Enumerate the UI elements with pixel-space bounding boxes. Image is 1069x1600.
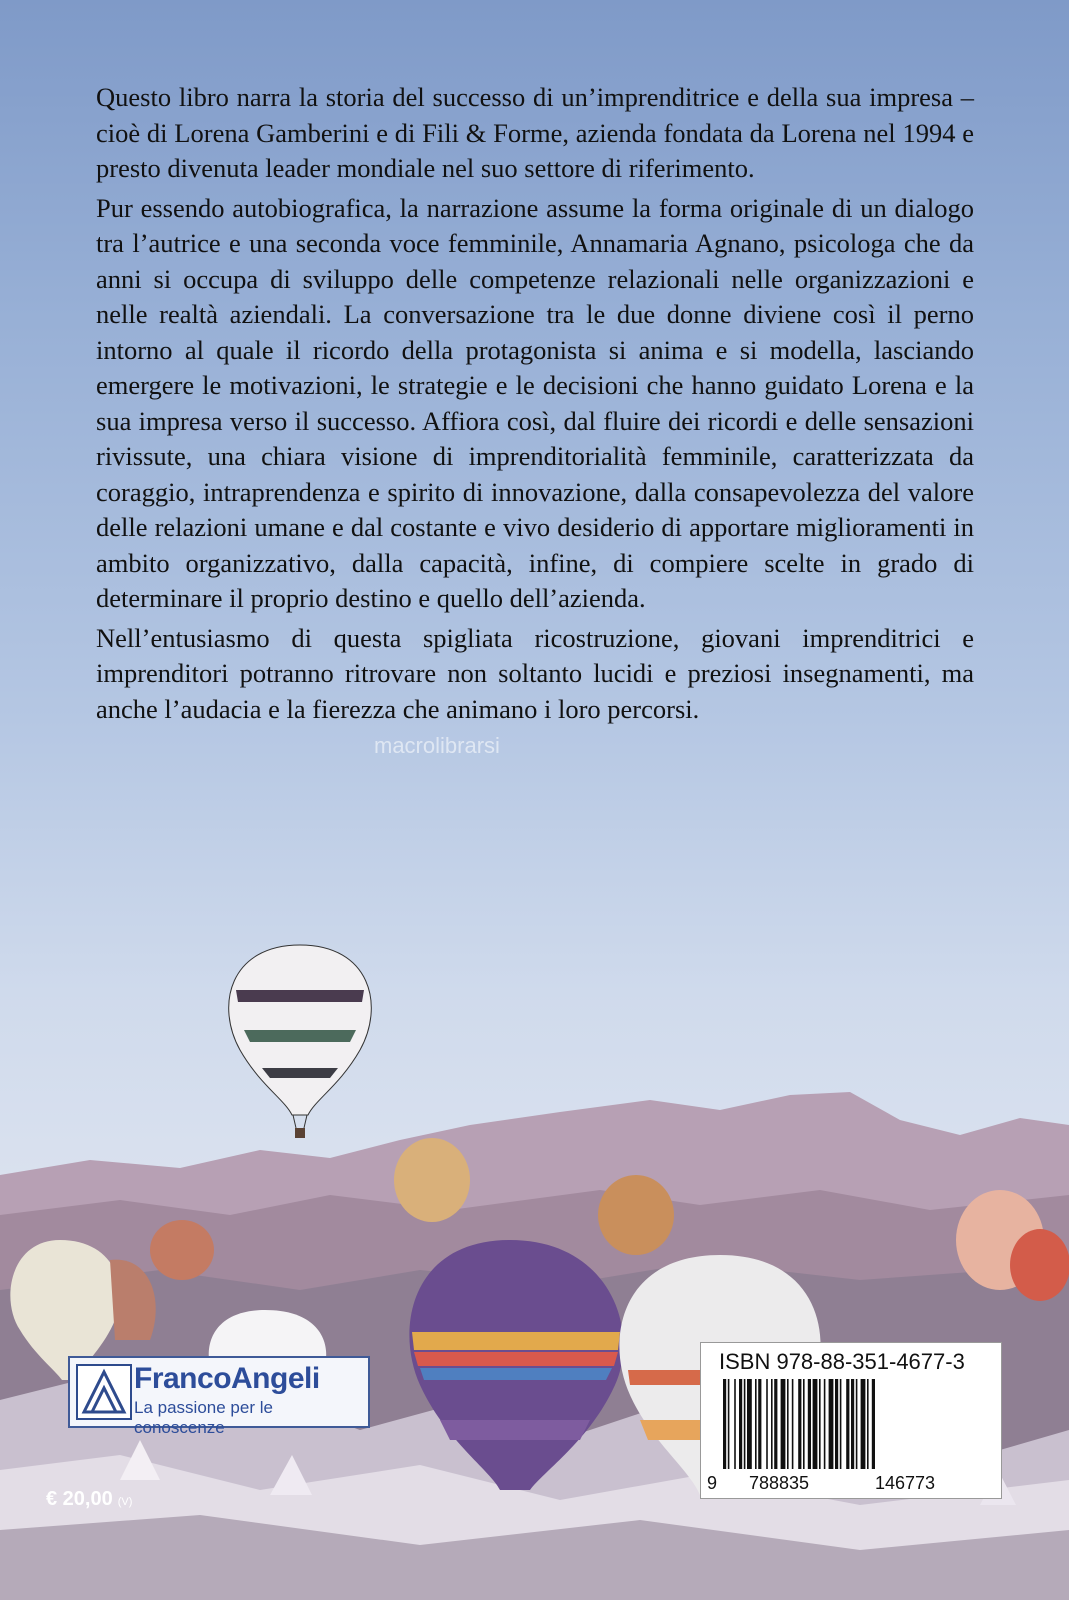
- barcode-bar: [758, 1379, 761, 1469]
- barcode-bar: [739, 1379, 742, 1469]
- barcode-bar: [808, 1379, 811, 1469]
- barcode-bar: [872, 1379, 875, 1469]
- barcode-bar: [856, 1379, 858, 1469]
- isbn-label: ISBN 978-88-351-4677-3: [719, 1349, 965, 1374]
- price-vat: (V): [117, 1496, 133, 1508]
- barcode-digits-right: 146773: [875, 1473, 936, 1493]
- barcode-digits-left: 788835: [749, 1473, 810, 1493]
- barcode-bar: [792, 1379, 794, 1469]
- barcode-bar: [824, 1379, 826, 1469]
- barcode-bar: [861, 1379, 866, 1469]
- barcode-bar: [851, 1379, 854, 1469]
- barcode-bar: [774, 1379, 777, 1469]
- barcode-image: [721, 1379, 981, 1471]
- barcode-bar: [781, 1379, 786, 1469]
- barcode-bar: [803, 1379, 805, 1469]
- publisher-tagline: La passione per le conoscenze: [134, 1398, 273, 1437]
- isbn-barcode-panel: [700, 1342, 1002, 1499]
- publisher-logo: [68, 1356, 370, 1437]
- barcode-bar: [840, 1379, 842, 1469]
- blurb-paragraph-2: Pur essendo autobiografica, la narrazione assume la forma originale di un dialogo tra l’autrice e una seconda voce femminile, Annamaria Agnano, psicologa che da anni si occupa di sviluppo delle competenze relazionali nelle organizzazioni e nelle realtà aziendali. La conversazione tra le due donne diviene così il perno intorno al quale il ricordo della protagonista si anima e si modella, lasciando emergere le motivazioni, le strategie e le decisioni che hanno guidato Lorena e la sua impresa verso il successo. Affiora così, dal fluire dei ricordi e delle sensazioni rivissute, una chiara visione di imprenditorialità femminile, caratterizzata da coraggio, intraprendenza e spirito di innovazione, dalla consapevolezza del valore delle relazioni umane e dal costante e vivo desiderio di apportare miglioramenti in ambito organizzativo, dalla capacità, infine, di compiere scelte in grado di determinare il proprio destino e quello dell’azienda.: [96, 192, 974, 613]
- barcode-bar: [819, 1379, 821, 1469]
- barcode-bar: [835, 1379, 838, 1469]
- barcode-bar: [787, 1379, 789, 1469]
- barcode-bar: [723, 1379, 726, 1469]
- publisher-name: FrancoAngeli: [134, 1362, 320, 1395]
- barcode-bar: [771, 1379, 773, 1469]
- barcode-bar: [798, 1379, 801, 1469]
- publisher-mark-icon: [76, 1364, 132, 1420]
- barcode-bar: [846, 1379, 849, 1469]
- barcode-digit-first: 9: [707, 1473, 718, 1493]
- barcode-bar: [734, 1379, 736, 1469]
- barcode-bar: [766, 1379, 768, 1469]
- barcode-bar: [867, 1379, 869, 1469]
- barcode-bar: [747, 1379, 752, 1469]
- back-cover-blurb: [96, 80, 974, 731]
- watermark: macrolibrarsi: [374, 733, 500, 758]
- barcode-bar: [728, 1379, 730, 1469]
- barcode-bar: [755, 1379, 757, 1469]
- barcode-bar: [813, 1379, 818, 1469]
- price-amount: € 20,00: [46, 1488, 113, 1510]
- blurb-paragraph-1: Questo libro narra la storia del successo di un’imprenditrice e della sua impresa – cioè di Lorena Gamberini e di Fili & Forme, azienda fondata da Lorena nel 1994 e presto divenuta leader mondiale nel suo settore di riferimento.: [96, 82, 974, 183]
- price-label: [46, 1488, 132, 1511]
- barcode-bar: [744, 1379, 746, 1469]
- barcode-bar: [829, 1379, 834, 1469]
- blurb-paragraph-3: Nell’entusiasmo di questa spigliata ricostruzione, giovani imprenditrici e imprenditori potranno ritrovare non soltanto lucidi e preziosi insegnamenti, ma anche l’audacia e la fierezza che animano i loro percorsi.: [96, 622, 974, 724]
